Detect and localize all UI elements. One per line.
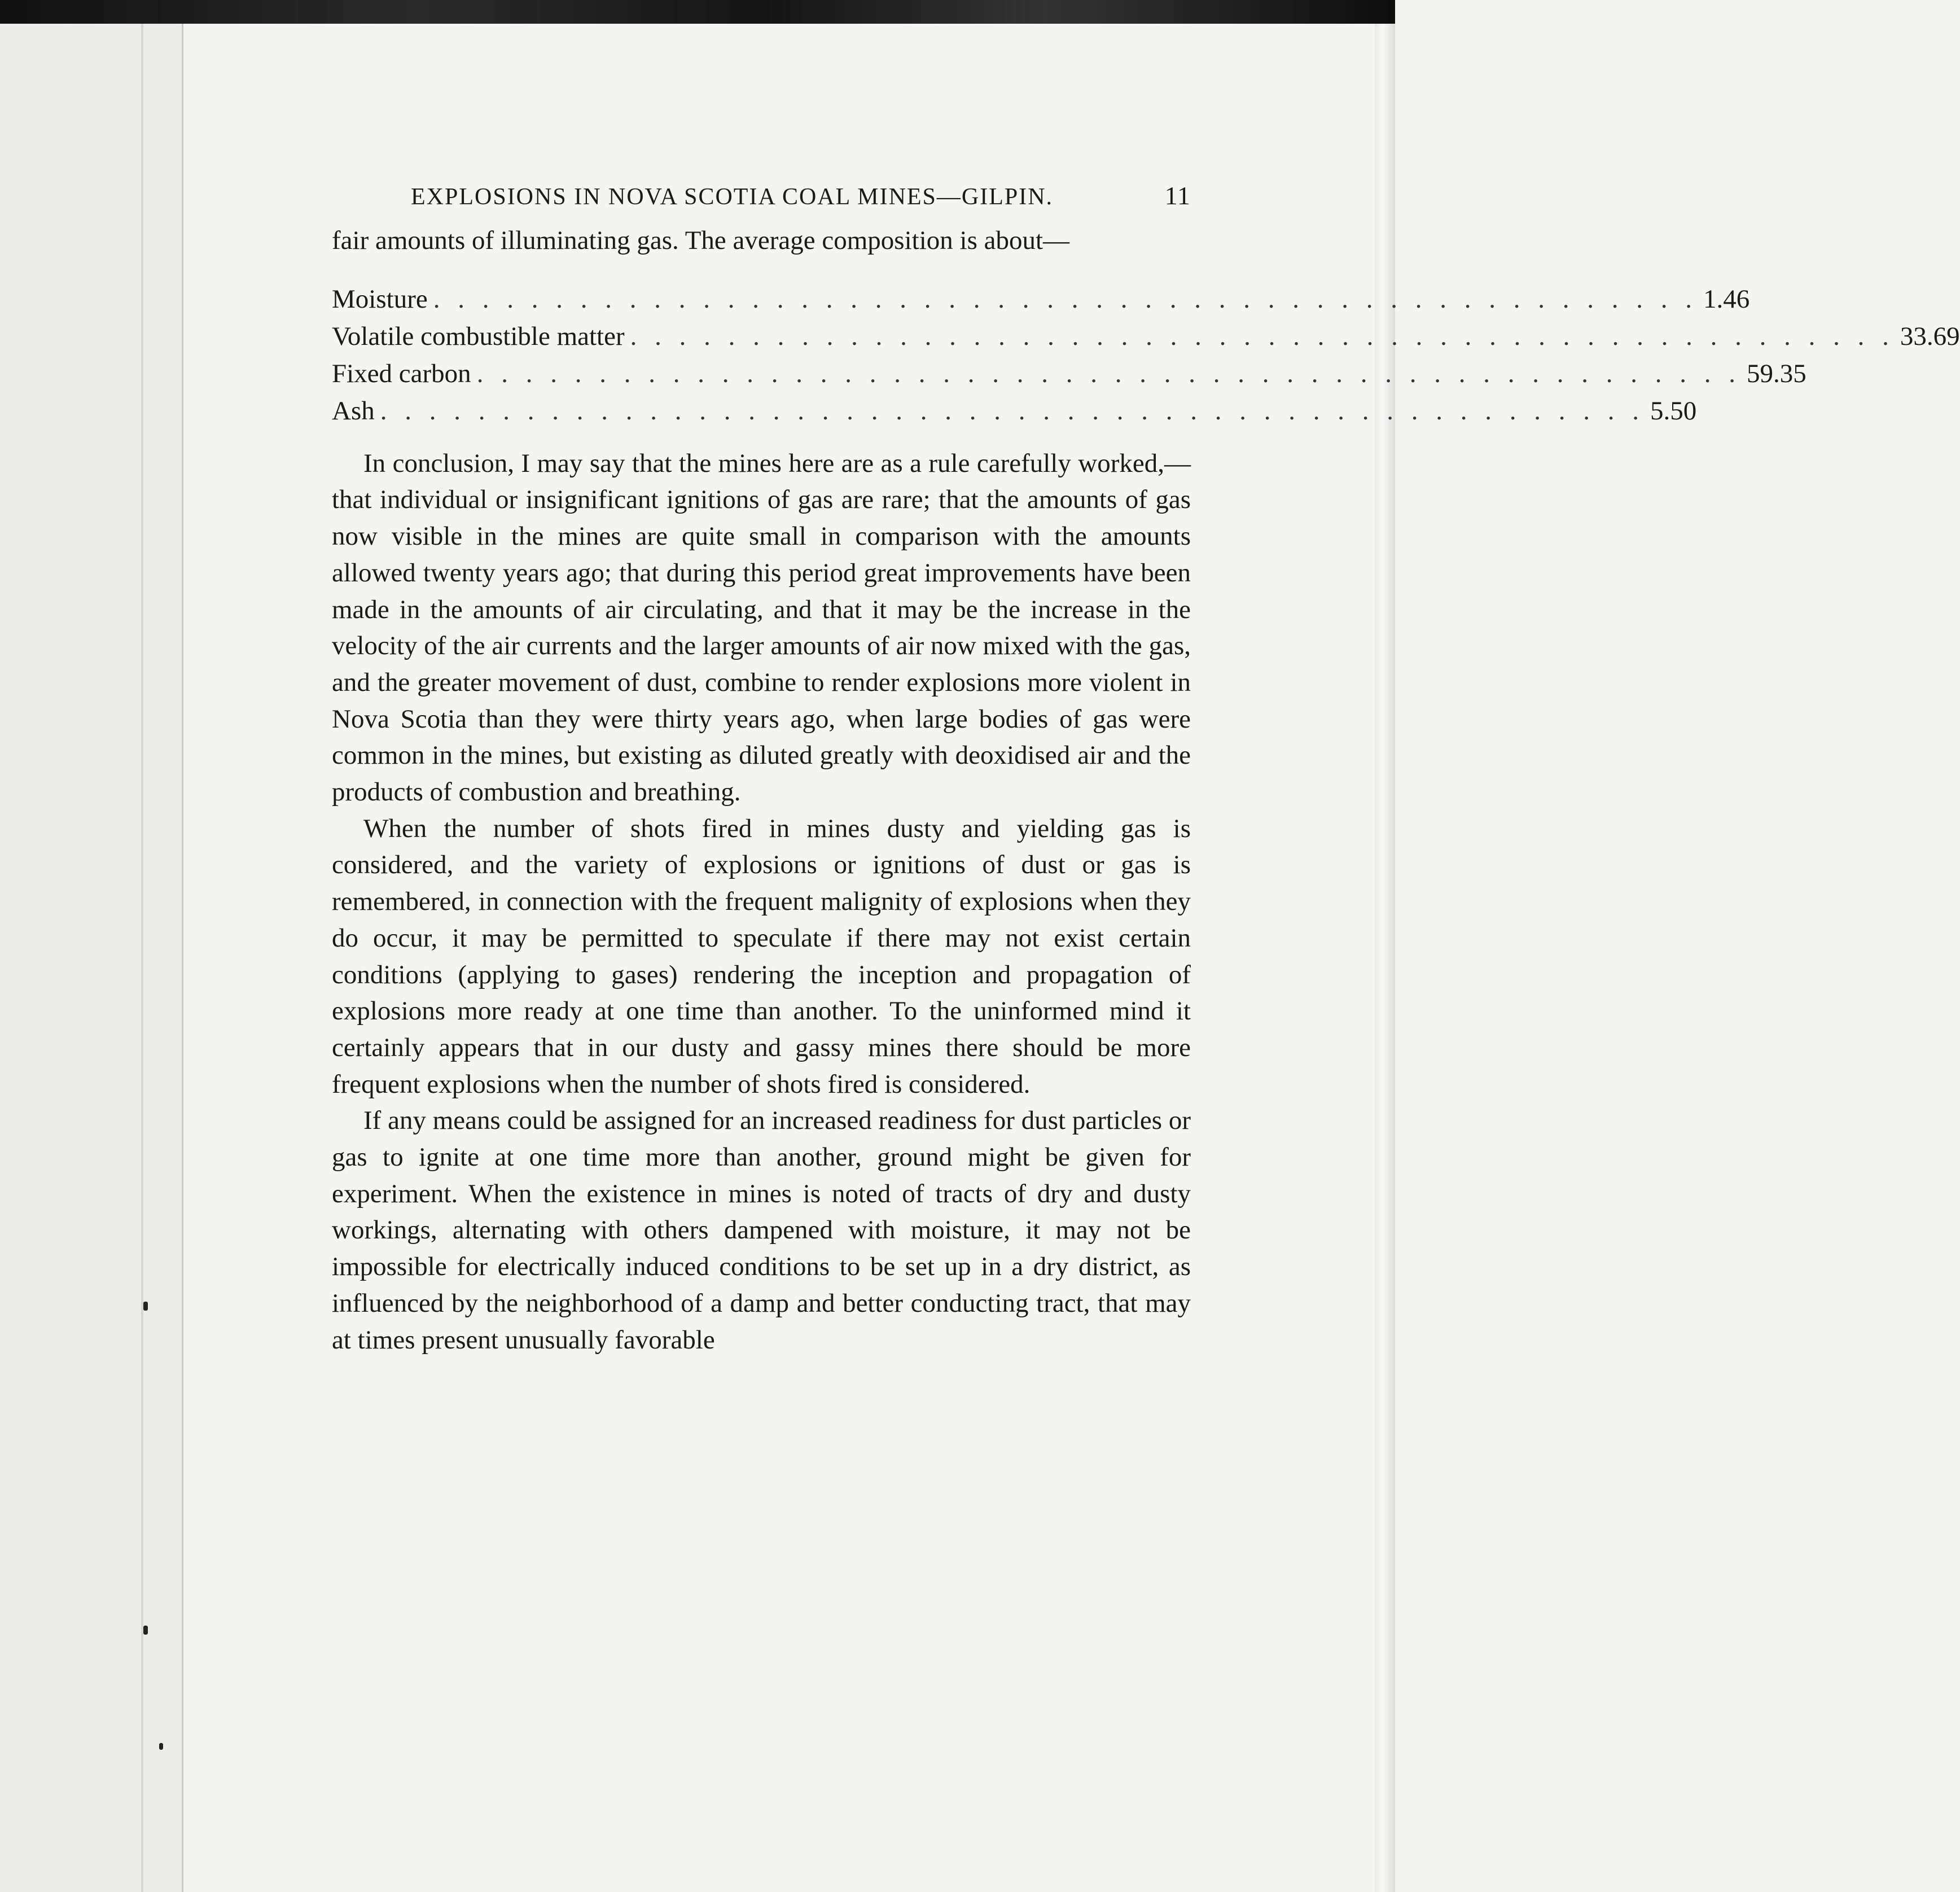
leader-dots: . . . . . . . . . . . . . . . . . . . . . . . . . . . . . . . . . . . . . . . . . . . . . . . . . . . .	[380, 396, 1645, 426]
composition-label: Ash	[332, 396, 375, 426]
running-title: EXPLOSIONS IN NOVA SCOTIA COAL MINES—GILPIN.	[411, 184, 1054, 210]
body-paragraph-shots: When the number of shots fired in mines dusty and yielding gas is considered, and the variety of explosions or ignitions of dust or gas is remembered, in connection with the frequent malignity of explosions when they do occur, it may be permitted to speculate if there may not exist certain conditions (applying to gases) rendering the inception and propagation of explosions more ready at one time than another. To the uninformed mind it certainly appears that in our dusty and gassy mines there should be more frequent explosions when the number of shots fired is considered.	[332, 813, 1191, 1099]
running-head	[332, 181, 1191, 220]
composition-value: 5.50	[1650, 396, 1697, 426]
composition-table	[332, 281, 1960, 430]
binding-mark	[159, 1743, 163, 1750]
page-number: 11	[1164, 181, 1191, 210]
facing-page-edge	[0, 24, 183, 1892]
scan-top-edge	[0, 0, 1395, 24]
composition-row-ash	[332, 392, 1697, 430]
composition-label: Fixed carbon	[332, 358, 471, 388]
composition-row-fixed-carbon	[332, 355, 1806, 392]
binding-mark	[143, 1302, 148, 1311]
page-fold-line	[141, 24, 143, 1892]
page-content	[332, 181, 1960, 1358]
composition-value: 59.35	[1746, 358, 1806, 388]
intro-paragraph: fair amounts of illuminating gas. The average composition is about—	[332, 226, 1070, 255]
composition-label: Moisture	[332, 284, 428, 314]
leader-dots: . . . . . . . . . . . . . . . . . . . . . . . . . . . . . . . . . . . . . . . . . . . . . . . . . . . .	[630, 321, 1895, 351]
composition-label: Volatile combustible matter	[332, 321, 625, 351]
body-paragraph-means: If any means could be assigned for an increased readiness for dust particles or gas to ignite at one time more than another, ground might be given for experiment. When the existence in mines is noted of tracts of dry and dusty workings, alternating with others dampened with moisture, it may not be impossible for electrically induced conditions to be set up in a dry district, as influenced by the neighborhood of a damp and better conducting tract, that may at times present unusually favorable	[332, 1106, 1191, 1355]
composition-row-moisture	[332, 281, 1750, 318]
body-paragraph-conclusion: In conclusion, I may say that the mines here are as a rule carefully worked,—that individual or insignificant ignitions of gas are rare; that the amounts of gas now visible in the mines are quite small in comparison with the amounts allowed twenty years ago; that during this period great improvements have been made in the amounts of air circulating, and that it may be the increase in the velocity of the air currents and the larger amounts of air now mixed with the gas, and the greater movement of dust, combine to render explosions more violent in Nova Scotia than they were thirty years ago, when large bodies of gas were common in the mines, but existing as diluted greatly with deoxidised air and the products of combustion and breathing.	[332, 448, 1191, 807]
leader-dots: . . . . . . . . . . . . . . . . . . . . . . . . . . . . . . . . . . . . . . . . . . . . . . . . . . . .	[476, 358, 1741, 388]
composition-value: 33.69	[1900, 321, 1960, 351]
composition-row-volatile	[332, 318, 1960, 355]
binding-mark	[143, 1626, 148, 1635]
leader-dots: . . . . . . . . . . . . . . . . . . . . . . . . . . . . . . . . . . . . . . . . . . . . . . . . . . . .	[433, 284, 1698, 314]
composition-value: 1.46	[1703, 284, 1750, 314]
